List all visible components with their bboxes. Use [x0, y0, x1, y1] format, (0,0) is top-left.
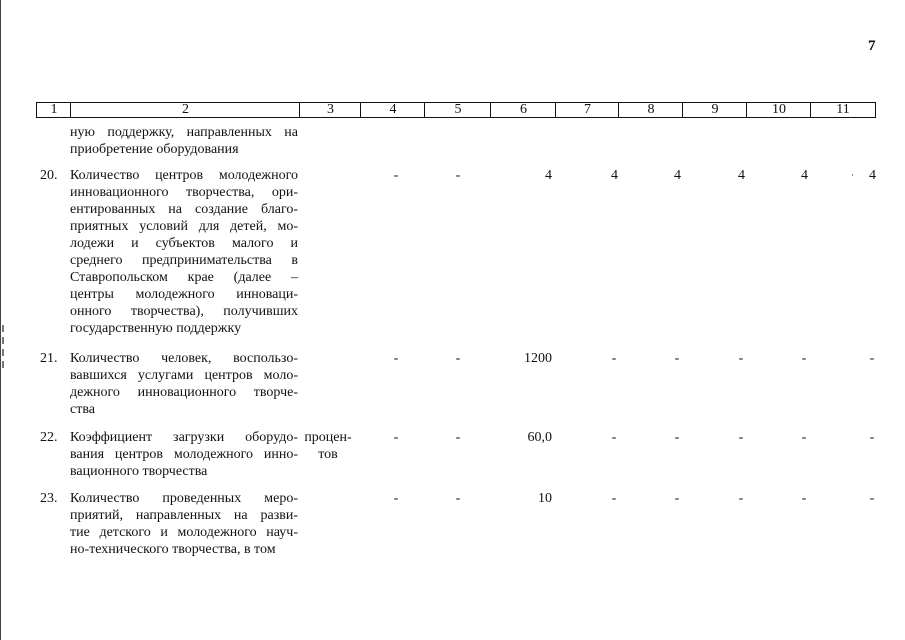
value-cell: 1200 [524, 351, 552, 366]
header-cell: 8 [618, 102, 683, 118]
value-dash: - [674, 430, 680, 445]
value-cell: 4 [674, 168, 681, 183]
scan-mark [2, 337, 4, 344]
description-line: инновационного творчества, ори- [70, 185, 298, 200]
row-description [70, 490, 298, 558]
header-cell: 7 [555, 102, 619, 118]
value-dash: - [674, 491, 680, 506]
value-cell: 4 [801, 168, 808, 183]
description-line: ентированных на создание благо- [70, 202, 298, 217]
header-cell: 6 [490, 102, 556, 118]
value-dash: - [455, 168, 461, 183]
value-dash: - [801, 491, 807, 506]
description-line: Ставропольском крае (далее – [70, 270, 298, 285]
description-line: вания центров молодежного инно- [70, 447, 298, 462]
description-line: онного творчества), получивших [70, 304, 298, 319]
value-dash: - [455, 430, 461, 445]
value-dash: - [674, 351, 680, 366]
description-line: лодежи и субъектов малого и [70, 236, 298, 251]
value-dash: - [393, 491, 399, 506]
description-line: Количество проведенных меро- [70, 491, 298, 506]
value-dash: - [393, 351, 399, 366]
row-number: 21. [40, 351, 58, 366]
description-line: среднего предпринимательства в [70, 253, 298, 268]
value-dash: - [869, 351, 875, 366]
continuation-text [70, 124, 298, 158]
scan-mark [2, 325, 4, 332]
description-line: Количество человек, воспользо- [70, 351, 298, 366]
value-dash: - [455, 491, 461, 506]
description-line: приятий, направленных на разви- [70, 508, 298, 523]
page-left-edge [0, 0, 1, 640]
description-line: вационного творчества [70, 464, 208, 479]
value-dash: - [611, 491, 617, 506]
value-cell: 4 [545, 168, 552, 183]
value-dash: - [455, 351, 461, 366]
description-line: Количество центров молодежного [70, 168, 298, 183]
value-dash: - [393, 168, 399, 183]
value-dash: - [738, 351, 744, 366]
scan-speck: · [851, 170, 854, 180]
description-line: дежного инновационного творче- [70, 385, 298, 400]
row-number: 22. [40, 430, 58, 445]
scan-mark [2, 349, 4, 356]
header-cell: 5 [424, 102, 491, 118]
description-line: приятных условий для детей, мо- [70, 219, 298, 234]
description-line: вавшихся услугами центров моло- [70, 368, 298, 383]
value-cell: 10 [538, 491, 552, 506]
value-dash: - [869, 430, 875, 445]
row-description [70, 429, 298, 480]
header-cell: 2 [70, 102, 300, 118]
description-line: ства [70, 402, 95, 417]
page-number: 7 [868, 38, 876, 54]
row-unit: тов [318, 447, 338, 462]
value-cell: 4 [611, 168, 618, 183]
value-dash: - [738, 430, 744, 445]
description-line: Коэффициент загрузки оборудо- [70, 430, 298, 445]
row-description [70, 167, 298, 337]
description-line: но-технического творчества, в том [70, 542, 276, 557]
value-dash: - [869, 491, 875, 506]
header-cell: 3 [299, 102, 361, 118]
header-cell: 1 [36, 102, 71, 118]
description-line: государственную поддержку [70, 321, 242, 336]
description-line: тие детского и молодежного науч- [70, 525, 298, 540]
value-dash: - [611, 351, 617, 366]
row-unit: процен- [304, 430, 352, 445]
row-description [70, 350, 298, 418]
value-dash: - [801, 351, 807, 366]
scan-mark [2, 361, 4, 368]
value-cell: 4 [869, 168, 876, 183]
header-cell: 10 [746, 102, 811, 118]
header-cell: 4 [360, 102, 425, 118]
row-number: 23. [40, 491, 58, 506]
value-dash: - [738, 491, 744, 506]
value-cell: 4 [738, 168, 745, 183]
continuation-line: ную поддержку, направленных на [70, 125, 298, 140]
header-cell: 9 [682, 102, 747, 118]
value-dash: - [393, 430, 399, 445]
row-number: 20. [40, 168, 58, 183]
value-dash: - [801, 430, 807, 445]
value-cell: 60,0 [527, 430, 552, 445]
continuation-line: приобретение оборудования [70, 142, 239, 157]
header-cell: 11 [810, 102, 876, 118]
value-dash: - [611, 430, 617, 445]
description-line: центры молодежного инноваци- [70, 287, 298, 302]
